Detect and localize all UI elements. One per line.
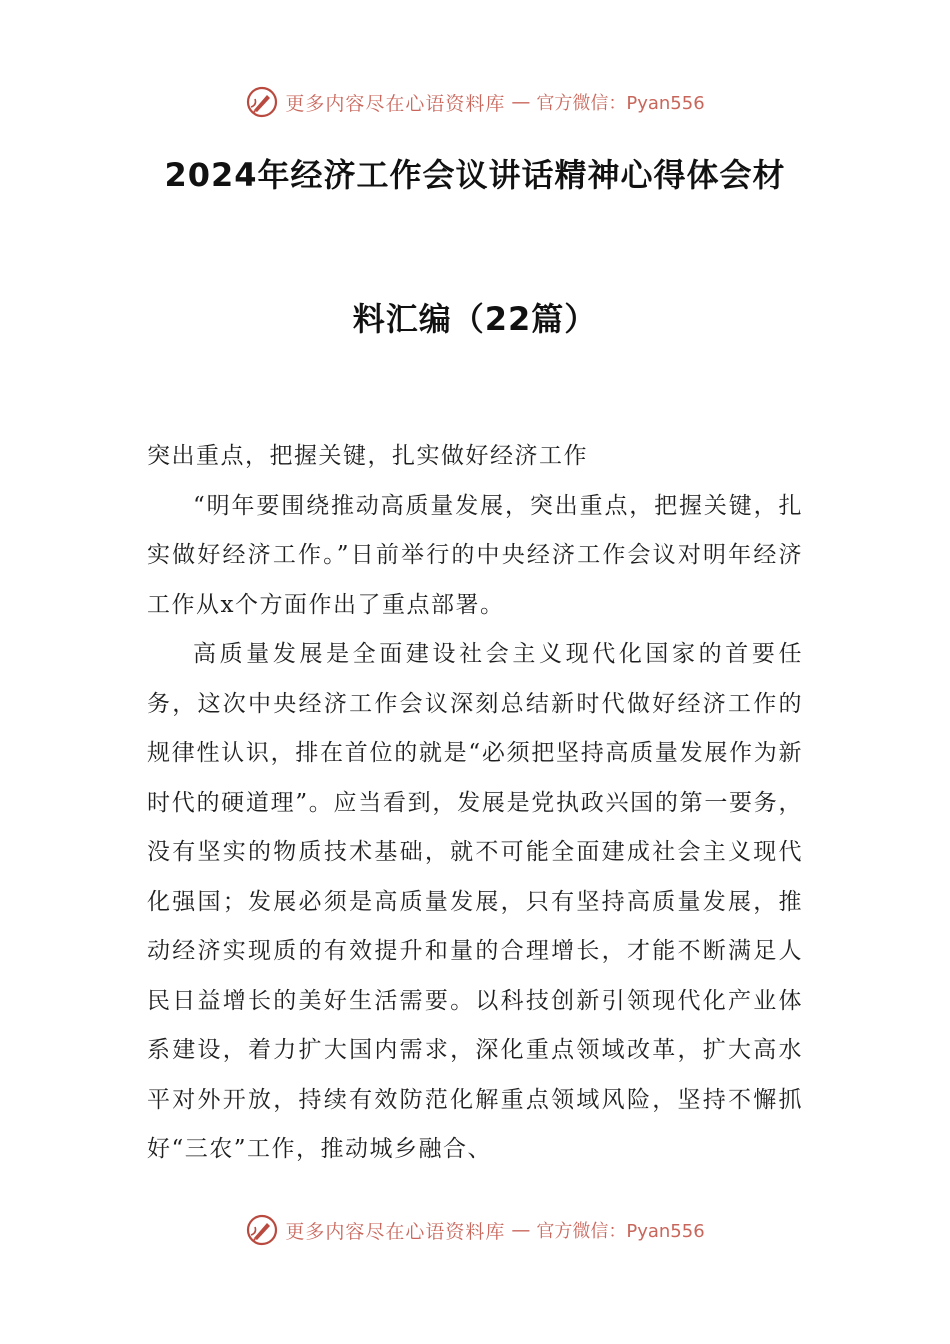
header-watermark	[0, 82, 950, 122]
pen-logo-icon	[245, 85, 279, 119]
paragraph-1: “明年要围绕推动高质量发展，突出重点，把握关键，扎实做好经济工作。”日前举行的中央经济工作会议对明年经济工作从x个方面作出了重点部署。	[147, 492, 803, 618]
watermark-text: 更多内容尽在心语资料库	[285, 1220, 506, 1243]
section-heading: 突出重点，把握关键，扎实做好经济工作	[147, 443, 588, 469]
document-title-line-1: 2024年经济工作会议讲话精神心得体会材	[164, 156, 786, 194]
footer-watermark	[0, 1210, 950, 1250]
watermark-text: 更多内容尽在心语资料库	[285, 92, 506, 115]
document-title-line-2: 料汇编（22篇）	[352, 300, 598, 338]
paragraph-2: 高质量发展是全面建设社会主义现代化国家的首要任务，这次中央经济工作会议深刻总结新时代做好经济工作的规律性认识，排在首位的就是“必须把坚持高质量发展作为新时代的硬道理”。应当看到，发展是党执政兴国的第一要务，没有坚实的物质技术基础，就不可能全面建成社会主义现代化强国；发展必须是高质量发展，只有坚持高质量发展，推动经济实现质的有效提升和量的合理增长，才能不断满足人民日益增长的美好生活需要。以科技创新引领现代化产业体系建设，着力扩大国内需求，深化重点领域改革，扩大高水平对外开放，持续有效防范化解重点领域风险，坚持不懈抓好“三农”工作，推动城乡融合、	[147, 641, 803, 1162]
document-body	[147, 432, 803, 1175]
watermark-dash: —	[511, 1219, 531, 1241]
watermark-contact: 官方微信：Pyan556	[536, 93, 705, 114]
watermark-contact: 官方微信：Pyan556	[536, 1221, 705, 1242]
pen-logo-icon	[245, 1213, 279, 1247]
watermark-dash: —	[511, 91, 531, 113]
